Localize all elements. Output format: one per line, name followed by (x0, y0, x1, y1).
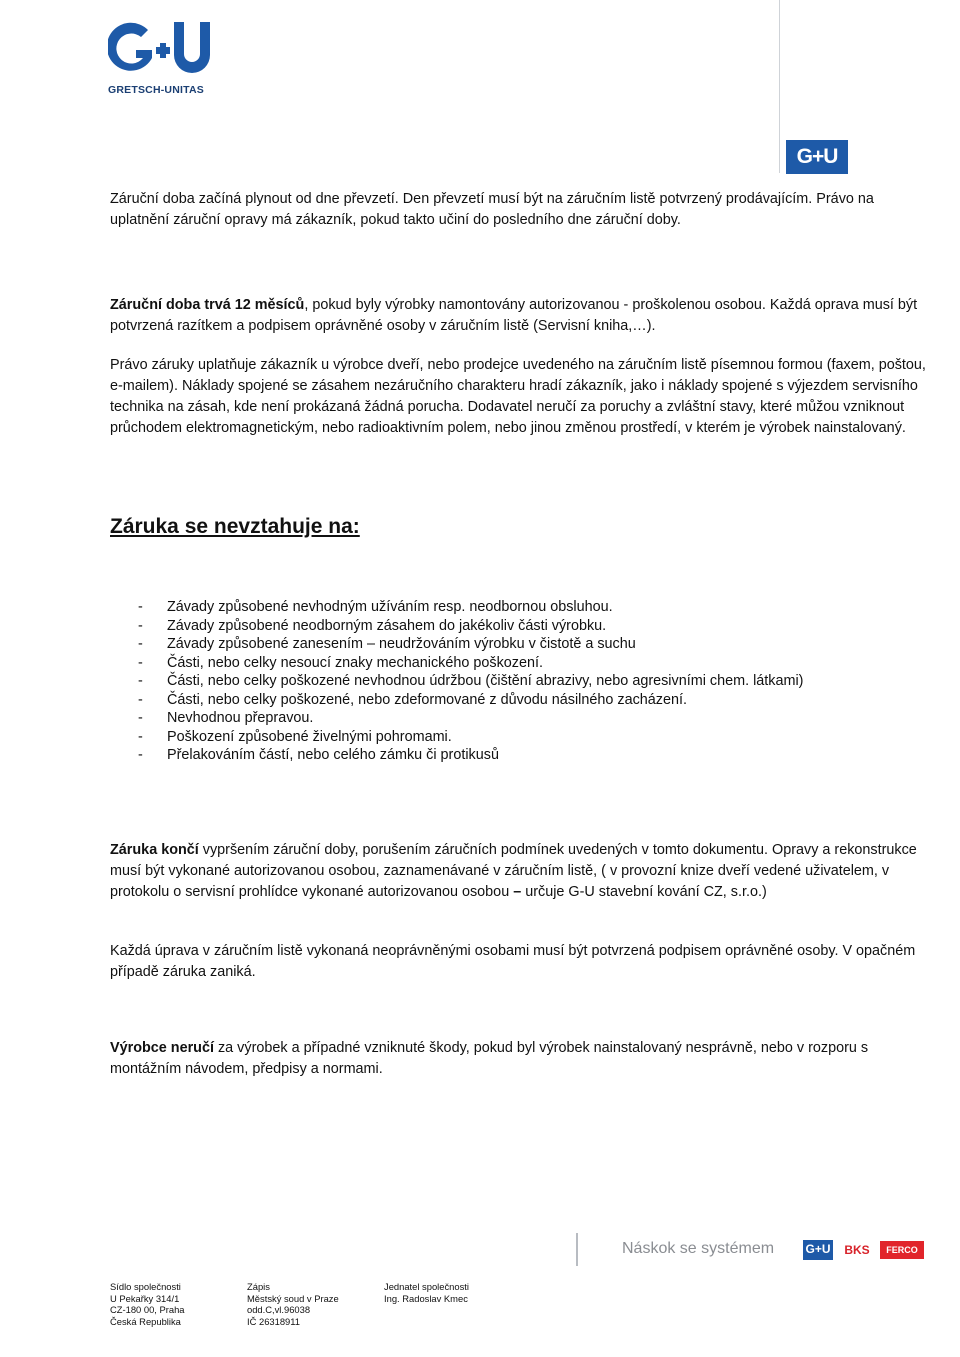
list-item-text: Závady způsobené neodborným zásahem do jakékoliv části výrobku. (167, 617, 607, 634)
text-run: vypršením záruční doby, porušením záručních podmínek uvedených v tomto dokumentu. Opravy a rekonstrukce musí být vykonané autorizovanou osobou, zaznamenávané v záručním listě, ( v provozní knize dveří vedené uživatelem, v protokolu o servisní prohlídce vykonané autorizovanou osobou (110, 842, 917, 900)
text-run: za výrobek a případné vzniknuté škody, pokud byl výrobek nainstalovaný nesprávně, nebo v rozporu s montážním návodem, předpisy a normami. (110, 1040, 869, 1077)
list-item-text: Části, nebo celky nesoucí znaky mechanického poškození. (167, 654, 543, 671)
list-item-text: Nevhodnou přepravou. (167, 710, 314, 726)
footer-gu-logo (803, 1240, 833, 1260)
paragraph-warranty-end (110, 840, 930, 903)
footer-seat-title: Sídlo společnosti (110, 1281, 181, 1292)
footer-registration-id: IČ 26318911 (247, 1315, 300, 1327)
list-item (138, 672, 803, 691)
footer-director-title: Jednatel společnosti (384, 1281, 469, 1292)
text-run: určuje G-U stavební kování CZ, s.r.o.) (521, 884, 767, 900)
list-item (138, 635, 803, 654)
paragraph-warranty-start (110, 189, 930, 231)
header-divider-line (779, 0, 780, 173)
text-run: Právo záruky uplatňuje zákazník u výrobce dveří, nebo prodejce uvedeného na záručním listě písemnou formou (faxem, poštou, e-mailem). Náklady spojené se zásahem nezáručního charakteru hradí zákazník, jako i náklady spojené s výjezdem servisního technika na zásah, kde není prokázaná žádná porucha. Dodavatel neručí za poruchy a zvláštní stavy, které můžou vzniknout průchodem elektromagnetickým, nebo radioaktivním polem, nebo jinou změnou prostředí, v kterém je výrobek nainstalovaný. (110, 357, 926, 436)
text-run: , pokud byly výrobky namontovány autorizovanou - proškolenou osobou. Každá oprava musí být potvrzená razítkem a podpisem oprávněné osoby v záručním listě (Servisní kniha,…). (110, 297, 918, 334)
list-dash: - (138, 710, 143, 726)
list-item-text: Části, nebo celky poškozené nevhodnou údržbou (čištění abrazivy, nebo agresivními chem. látkami) (167, 673, 804, 689)
footer-gu-logo-text: G+U (805, 1242, 831, 1256)
list-item (138, 654, 803, 673)
bold-text: Záruka končí (110, 842, 199, 858)
footer-director (384, 1281, 469, 1304)
list-item-text: Poškození způsobené živelnými pohromami. (167, 728, 452, 745)
gu-small-logo-text: G+U (796, 145, 838, 168)
exclusions-list (138, 598, 803, 765)
list-item-text: Závady způsobené nevhodným užíváním resp. neodbornou obsluhou. (167, 599, 613, 615)
paragraph-warranty-claims (110, 355, 930, 439)
footer-registration-court: Městský soud v Praze (247, 1292, 339, 1304)
footer-seat-city: CZ-180 00, Praha (110, 1304, 185, 1315)
footer-slogan-bar (576, 1233, 578, 1266)
list-item-text: Přelakováním částí, nebo celého zámku či protikusů (167, 747, 499, 763)
bold-text: Záruční doba trvá 12 měsíců (110, 297, 305, 313)
footer-registration (247, 1281, 339, 1327)
footer-seat-street: U Pekařky 314/1 (110, 1292, 180, 1304)
footer-registration-file: odd.C,vl.96038 (247, 1304, 311, 1315)
bold-text: Výrobce neručí (110, 1040, 214, 1056)
brand-name: GRETSCH-UNITAS (108, 84, 204, 96)
list-item (138, 691, 803, 710)
list-dash: - (138, 691, 143, 708)
gu-logo-mark (108, 20, 220, 82)
list-dash: - (138, 617, 143, 634)
list-dash: - (138, 747, 143, 763)
text-run: Záruční doba začíná plynout od dne převzetí. Den převzetí musí být na záručním listě potvrzený prodávajícím. Právo na uplatnění záruční opravy má zákazník, pokud takto učiní do posledního dne záruční doby. (110, 191, 874, 228)
bold-text: – (513, 884, 522, 900)
list-item (138, 598, 803, 617)
section-heading-exclusions: Záruka se nevztahuje na: (110, 515, 360, 538)
list-item (138, 709, 803, 728)
paragraph-warranty-duration (110, 295, 930, 337)
list-dash: - (138, 728, 143, 745)
footer-seat-country: Česká Republika (110, 1315, 181, 1327)
list-dash: - (138, 599, 143, 615)
paragraph-manufacturer-liability (110, 1038, 930, 1080)
list-item (138, 617, 803, 636)
list-item (138, 746, 803, 765)
paragraph-unauthorized-changes (110, 941, 930, 983)
text-run: Každá úprava v záručním listě vykonaná neoprávněnými osobami musí být potvrzená podpisem oprávněné osoby. V opačném případě záruka zaniká. (110, 943, 916, 980)
gu-small-logo (786, 140, 848, 174)
list-dash: - (138, 636, 143, 652)
list-item-text: Závady způsobené zanesením – neudržováním výrobku v čistotě a suchu (167, 636, 636, 652)
footer-company-seat (110, 1281, 185, 1327)
list-item (138, 728, 803, 747)
footer-director-name: Ing. Radoslav Kmec (384, 1292, 468, 1304)
footer-ferco-logo: FERCO (880, 1241, 924, 1259)
list-dash: - (138, 654, 143, 671)
list-dash: - (138, 673, 143, 689)
footer-bks-logo: BKS (844, 1243, 870, 1257)
list-item-text: Části, nebo celky poškozené, nebo zdeformované z důvodu násilného zacházení. (167, 691, 687, 708)
footer-slogan: Náskok se systémem (622, 1240, 775, 1257)
footer-registration-title: Zápis (247, 1281, 270, 1292)
